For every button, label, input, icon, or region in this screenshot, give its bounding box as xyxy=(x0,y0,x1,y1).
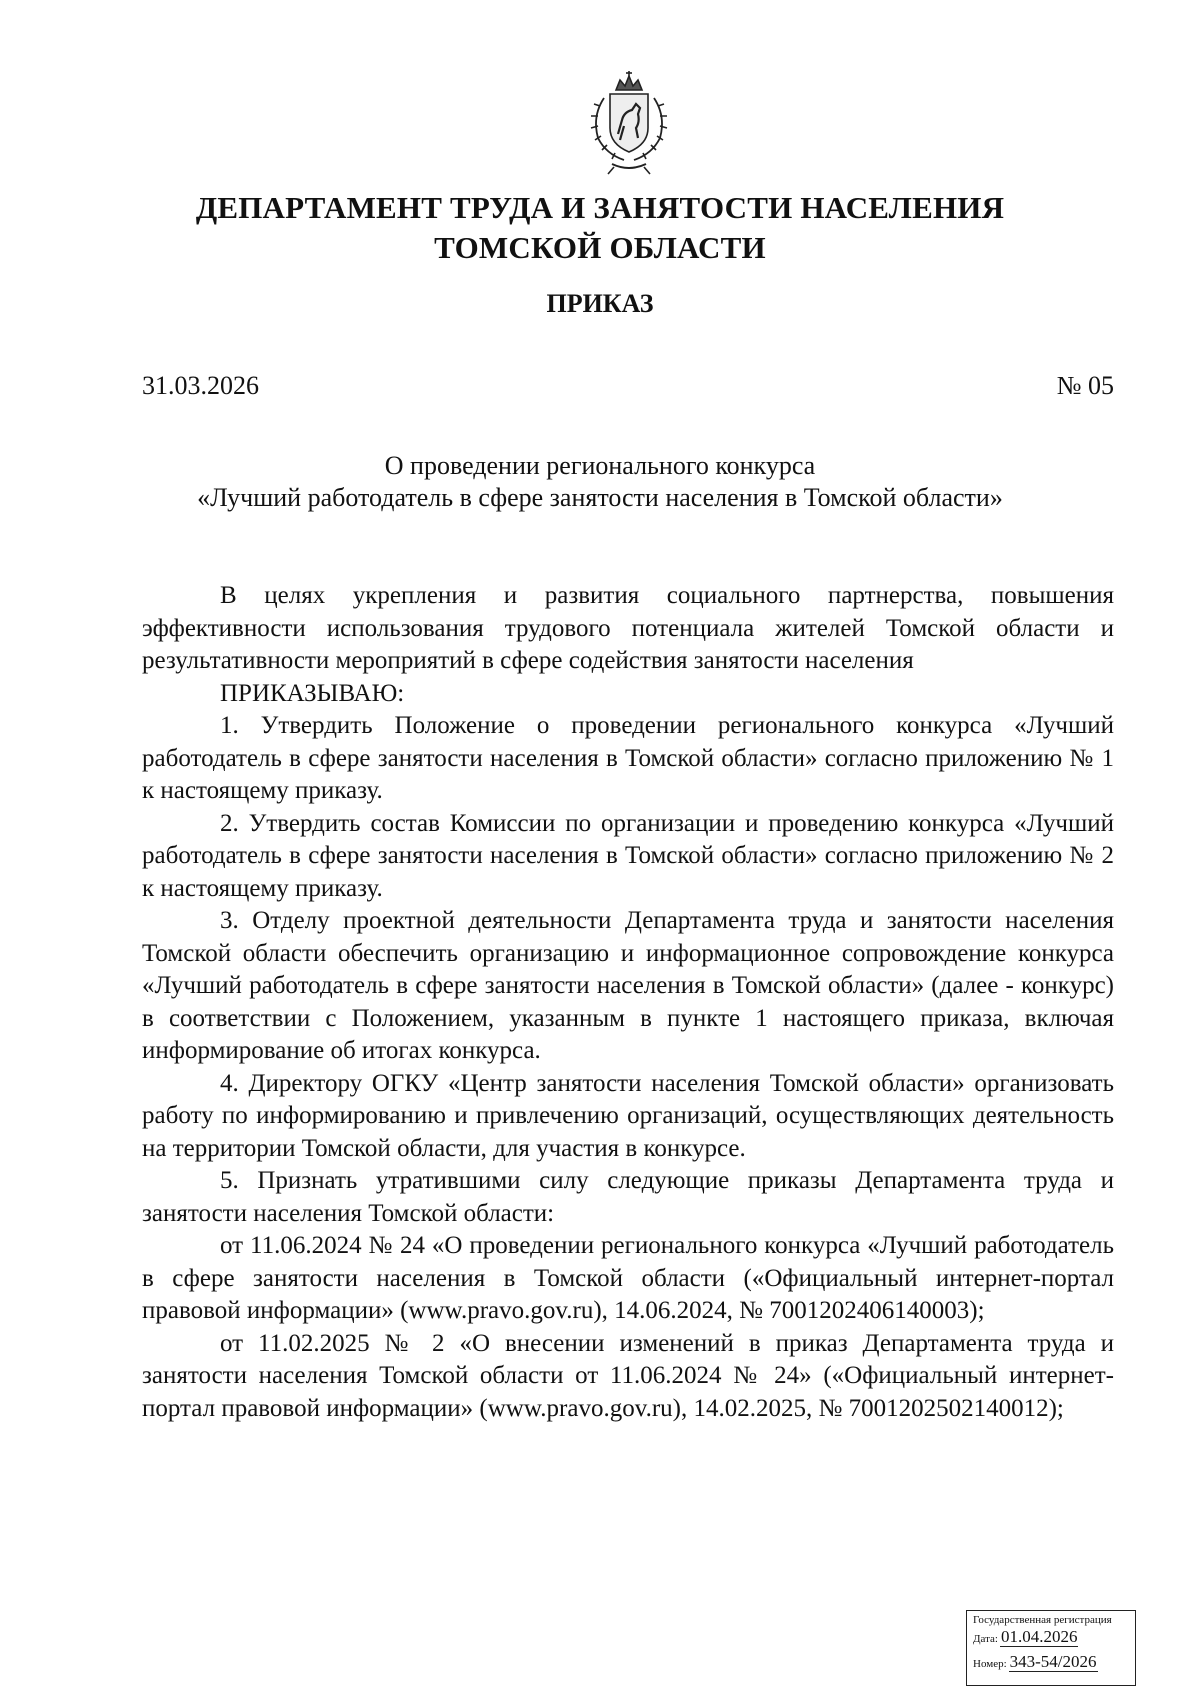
document-number: № 05 xyxy=(1056,371,1114,400)
body-paragraph: В целях укрепления и развития социального партнерства, повышения эффективности использования трудового потенциала жителей Томской области и результативности мероприятий в сфере содействия занятости населения xyxy=(142,582,1114,674)
body-paragraph: от 11.06.2024 № 24 «О проведении регионального конкурса «Лучший работодатель в сфере занятости населения в Томской области («Официальный интернет-портал правовой информации» (www.pravo.gov.ru), 14.06.2024, № 7001202406140003); xyxy=(142,1232,1114,1324)
registration-date-label: Дата: xyxy=(973,1633,998,1645)
registration-number-label: Номер: xyxy=(973,1658,1007,1670)
document-title-line2: «Лучший работодатель в сфере занятости населения в Томской области» xyxy=(197,483,1003,512)
document-title xyxy=(0,450,1200,514)
body-paragraph: от 11.02.2025 № 2 «О внесении изменений в приказ Департамента труда и занятости населения Томской области от 11.06.2024 № 24» («Официальный интернет-портал правовой информации» (www.pravo.gov.ru), 14.02.2025, № 7001202502140012); xyxy=(142,1329,1114,1422)
registration-number-row xyxy=(973,1650,1129,1678)
document-type: ПРИКАЗ xyxy=(546,289,654,318)
registration-number-value: 343-54/2026 xyxy=(1009,1652,1097,1671)
document-date: 31.03.2026 xyxy=(142,371,259,400)
registration-heading: Государственная регистрация xyxy=(973,1614,1112,1626)
body-paragraph: 3. Отделу проектной деятельности Департамента труда и занятости населения Томской области обеспечить организацию и информационное сопровождение конкурса «Лучший работодатель в сфере занятости населения в Томской области» (далее - конкурс) в соответствии с Положением, указанным в пункте 1 настоящего приказа, включая информирование об итогах конкурса. xyxy=(142,907,1114,1064)
coat-of-arms-icon xyxy=(574,68,684,178)
department-name-line2: ТОМСКОЙ ОБЛАСТИ xyxy=(434,230,766,265)
document-title-line1: О проведении регионального конкурса xyxy=(384,451,816,480)
registration-date-value: 01.04.2026 xyxy=(1000,1627,1078,1646)
department-name xyxy=(0,188,1200,268)
registration-date-row xyxy=(973,1628,1129,1650)
document-body xyxy=(142,580,1114,1425)
registration-stamp xyxy=(966,1610,1136,1686)
body-paragraph: ПРИКАЗЫВАЮ: xyxy=(220,679,405,707)
body-paragraph: 1. Утвердить Положение о проведении регионального конкурса «Лучший работодатель в сфере занятости населения в Томской области» согласно приложению № 1 к настоящему приказу. xyxy=(142,712,1114,804)
body-paragraph: 4. Директору ОГКУ «Центр занятости населения Томской области» организовать работу по информированию и привлечению организаций, осуществляющих деятельность на территории Томской области, для участия в конкурсе. xyxy=(142,1069,1114,1162)
body-paragraph: 5. Признать утратившими силу следующие приказы Департамента труда и занятости населения Томской области: xyxy=(142,1167,1114,1227)
department-name-line1: ДЕПАРТАМЕНТ ТРУДА И ЗАНЯТОСТИ НАСЕЛЕНИЯ xyxy=(195,190,1005,225)
body-paragraph: 2. Утвердить состав Комиссии по организации и проведению конкурса «Лучший работодатель в сфере занятости населения в Томской области» согласно приложению № 2 к настоящему приказу. xyxy=(142,809,1114,902)
